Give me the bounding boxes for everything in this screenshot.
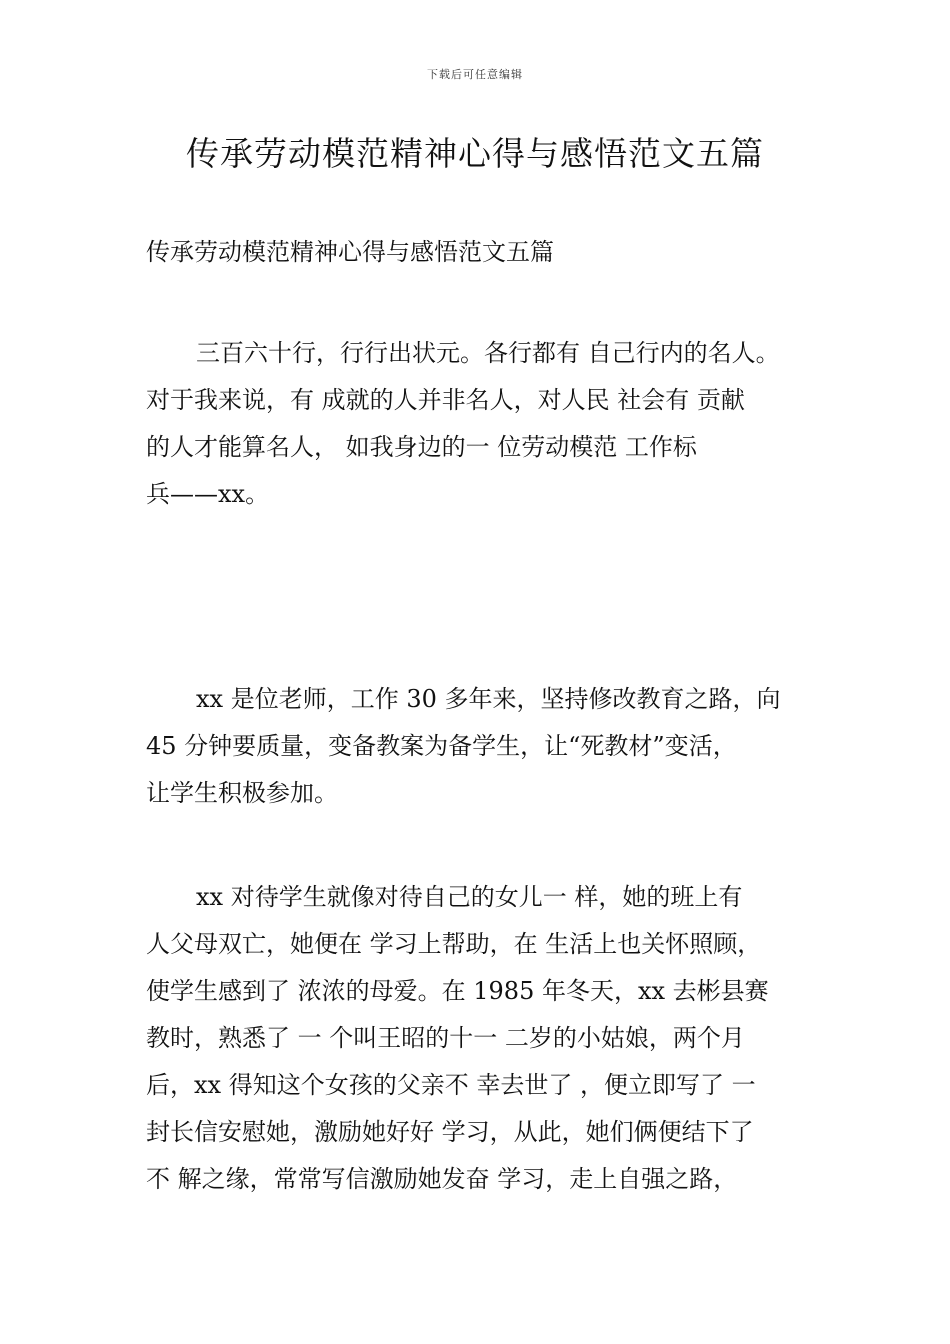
paragraph-line: 的人才能算名人， 如我身边的一 位劳动模范 工作标 [146,433,697,461]
paragraph-line: 人父母双亡，她便在 学习上帮助，在 生活上也关怀照顾， [146,930,762,958]
paragraph-line: 兵——xx。 [146,480,270,508]
paragraph-line: 让学生积极参加。 [146,779,338,807]
paragraph-line: 封长信安慰她，激励她好好 学习，从此，她们俩便结下了 [146,1118,754,1146]
paragraph-line: 对于我来说，有 成就的人并非名人，对人民 社会有 贡献 [146,386,745,414]
paragraph-3 [146,874,846,1203]
header-note: 下载后可任意编辑 [427,68,523,81]
paragraph-line: xx 是位老师，工作 30 多年来，坚持修改教育之路，向 [196,685,781,713]
paragraph-line: xx 对待学生就像对待自己的女儿一 样，她的班上有 [196,883,743,911]
document-subtitle: 传承劳动模范精神心得与感悟范文五篇 [146,238,554,266]
paragraph-line: 教时，熟悉了 一 个叫王昭的十一 二岁的小姑娘，两个月 [146,1024,745,1052]
document-title: 传承劳动模范精神心得与感悟范文五篇 [186,134,764,173]
paragraph-line: 45 分钟要质量，变备教案为备学生，让“死教材”变活， [146,732,737,760]
paragraph-line: 不 解之缘，常常写信激励她发奋 学习，走上自强之路， [146,1165,738,1193]
paragraph-2 [146,676,846,817]
paragraph-line: 三百六十行，行行出状元。各行都有 自己行内的名人。 [196,339,780,367]
paragraph-line: 使学生感到了 浓浓的母爱。在 1985 年冬天，xx 去彬县赛 [146,977,769,1005]
paragraph-line: 后，xx 得知这个女孩的父亲不 幸去世了 ，便立即写了 一 [146,1071,756,1099]
paragraph-1 [146,330,846,518]
